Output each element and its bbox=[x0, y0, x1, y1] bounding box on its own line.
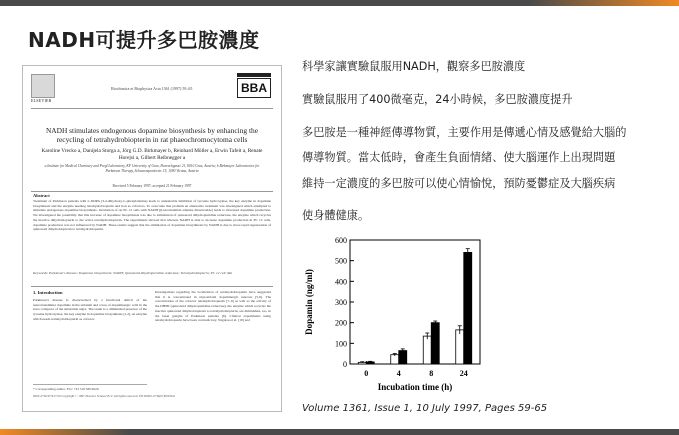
intro-heading: 1. Introduction bbox=[33, 290, 63, 295]
y-tick-label: 200 bbox=[335, 318, 347, 328]
y-axis-label: Dopamin (ng/ml) bbox=[304, 269, 314, 335]
body-rule bbox=[31, 286, 273, 287]
body-line-5: 維持一定濃度的多巴胺可以使心情愉悅，預防憂鬱症及大腦疾病 bbox=[302, 177, 616, 190]
paper-title: NADH stimulates endogenous dopamine biosynthesis by enhancing the recycling of tetrahydrobiopterin in rat phaeochromocytoma cells bbox=[45, 126, 259, 144]
bar-NADH-24h bbox=[464, 252, 472, 364]
elsevier-tree-icon bbox=[31, 74, 55, 98]
y-tick-label: 100 bbox=[335, 339, 347, 349]
body-line-6: 使身體健康。 bbox=[302, 209, 370, 222]
intro-text: Parkinson's disease is characterized by a functional deficit of the neurotransmitter dopamine in the striatum and a loss of dopaminergic cells in the zona compacta of the substantia nigra. The result is a diminished presence of the tyrosine hydroxylase, the key enzyme in dopamine biosynthesis [1,2], an enzyme which needs tetrahydrobiopterin as cofactor. bbox=[33, 298, 147, 321]
body-line-4: 傳導物質。當太低時，會產生負面情緒、使大腦運作上出現問題 bbox=[302, 151, 616, 164]
paper-authors: Karoline Vrecko a, Danijela Storga a, Jörg G.D. Birkmayer b, Reinhard Möller a, Erwin Tafeit a, Renate Horejsi a, Gilbert Reibnegger a bbox=[41, 148, 263, 161]
x-tick-label: 8 bbox=[429, 369, 434, 378]
bar-control-8h bbox=[423, 336, 431, 364]
body-line-3: 多巴胺是一種神經傳導物質，主要作用是傳遞心情及感覺給大腦的 bbox=[302, 126, 627, 139]
right-column-text: Investigations regarding the localization of tetrahydrobiopterin have suggested that it is concentrated in nigrostriatal dopaminergic neurons [5,6]. The concentration of the cofactor tetrahydrobiopterin [7–9] as well as the activity of the DHPR (quinonoid dihydropteridine reductase), the enzyme which recycles the inactive quinonoid dihydrobiopterin to tetrahydrobiopterin, are diminished, too, in the basal ganglia of Parkinson patients [9]. Clinical experiments using tetrahydrobiopterin have been contradictory. Nagatsu et al. [10] and bbox=[155, 290, 271, 323]
abstract-label: Abstract bbox=[33, 193, 50, 198]
bottom-bar-accent bbox=[0, 429, 130, 435]
y-tick-label: 0 bbox=[343, 360, 347, 369]
bar-NADH-4h bbox=[399, 351, 407, 364]
body-line-1: 科學家讓實驗鼠服用NADH，觀察多巴胺濃度 bbox=[302, 60, 526, 73]
paper-copyright: 0005-2736/97/$17.00 Copyright © 1997 Elsevier Science B.V. All rights reserved. PII S0005-2736(97)00036-0 bbox=[33, 394, 176, 398]
paper-footnote: * Corresponding author. Fax: +43 316 380 9620. bbox=[33, 384, 147, 391]
journal-line: Biochimica et Biophysica Acta 1361 (1997) 59–65 bbox=[111, 86, 193, 91]
x-tick-label: 0 bbox=[364, 369, 369, 378]
x-tick-label: 4 bbox=[396, 369, 401, 378]
slide-title: NADH可提升多巴胺濃度 bbox=[28, 28, 260, 52]
bar-control-4h bbox=[391, 355, 399, 364]
y-tick-label: 500 bbox=[335, 256, 347, 266]
paper-page bbox=[22, 65, 282, 412]
body-line-2: 實驗鼠服用了400微毫克，24小時候，多巴胺濃度提升 bbox=[302, 93, 573, 106]
y-tick-label: 400 bbox=[335, 277, 347, 287]
citation: Volume 1361, Issue 1, 10 July 1997, Pages 59-65 bbox=[302, 403, 548, 414]
x-axis-label: Incubation time (h) bbox=[377, 382, 453, 392]
x-tick-label: 24 bbox=[459, 369, 468, 378]
intro-column bbox=[33, 290, 147, 322]
abstract-text: Treatment of Parkinson patients with L-DOPA (3,4-dihydroxy-L-phenylalanine) leads to undesirable inhibition of tyrosine hydroxylase, the key enzyme in dopamine biosynthesis and the enzyme needing tetrahydrobiopterin and iron as cofactors. To overcome this problem an alternative treatment was investigated which attempted to stimulate endogenous dopamine biosynthesis. Incubation of rat PC 12 cells with NADH (β-nicotinamide adenine dinucleotide) leads to increased dopamine production. We investigated the possibility that this increase of dopamine biosynthesis was due to stimulation of quinonoid dihydropteridine reductase, the enzyme which recycles the inactive dihydrobiopterin to the active tetrahydrobiopterin. The experiments showed that whereas NADH is able to increase dopamine production in PC 12 cells, dopamine production was not influenced by NADH. These results suggest that the stimulation of dopamine biosynthesis by NADH is due to more rapid regeneration of quinonoid dihydrobiopterin to tetrahydrobiopterin. bbox=[33, 199, 271, 232]
keywords: Keywords: Parkinson's disease; Dopamine biosynthesis; NADH; Quinonoid dihydropteridine reductase; Tetrahydrobiopterin; PC 12 cell; Rat bbox=[33, 271, 233, 275]
paper-affiliation: a Institute for Medical Chemistry and Pregl Laboratory, KF University of Graz, Harrachgasse 21, 8010 Graz, Austria; b Birkmayer Laboratories for Parkinson Therapy, Schwarzspanierstr. 15, 1090 Vienna, Austria bbox=[44, 164, 260, 173]
y-tick-label: 300 bbox=[335, 298, 347, 307]
right-column bbox=[155, 290, 271, 323]
paper-received: Received 5 February 1997; accepted 21 February 1997 bbox=[112, 184, 192, 188]
bar-NADH-8h bbox=[431, 323, 439, 364]
paper-header bbox=[31, 74, 273, 109]
publisher-name: ELSEVIER bbox=[31, 98, 52, 103]
top-bar-accent bbox=[529, 0, 679, 6]
y-tick-label: 600 bbox=[335, 236, 347, 245]
bar-control-24h bbox=[456, 330, 464, 364]
journal-logo: BBA bbox=[237, 78, 271, 98]
abstract-rule bbox=[31, 191, 273, 192]
dopamine-bar-chart bbox=[300, 232, 560, 392]
